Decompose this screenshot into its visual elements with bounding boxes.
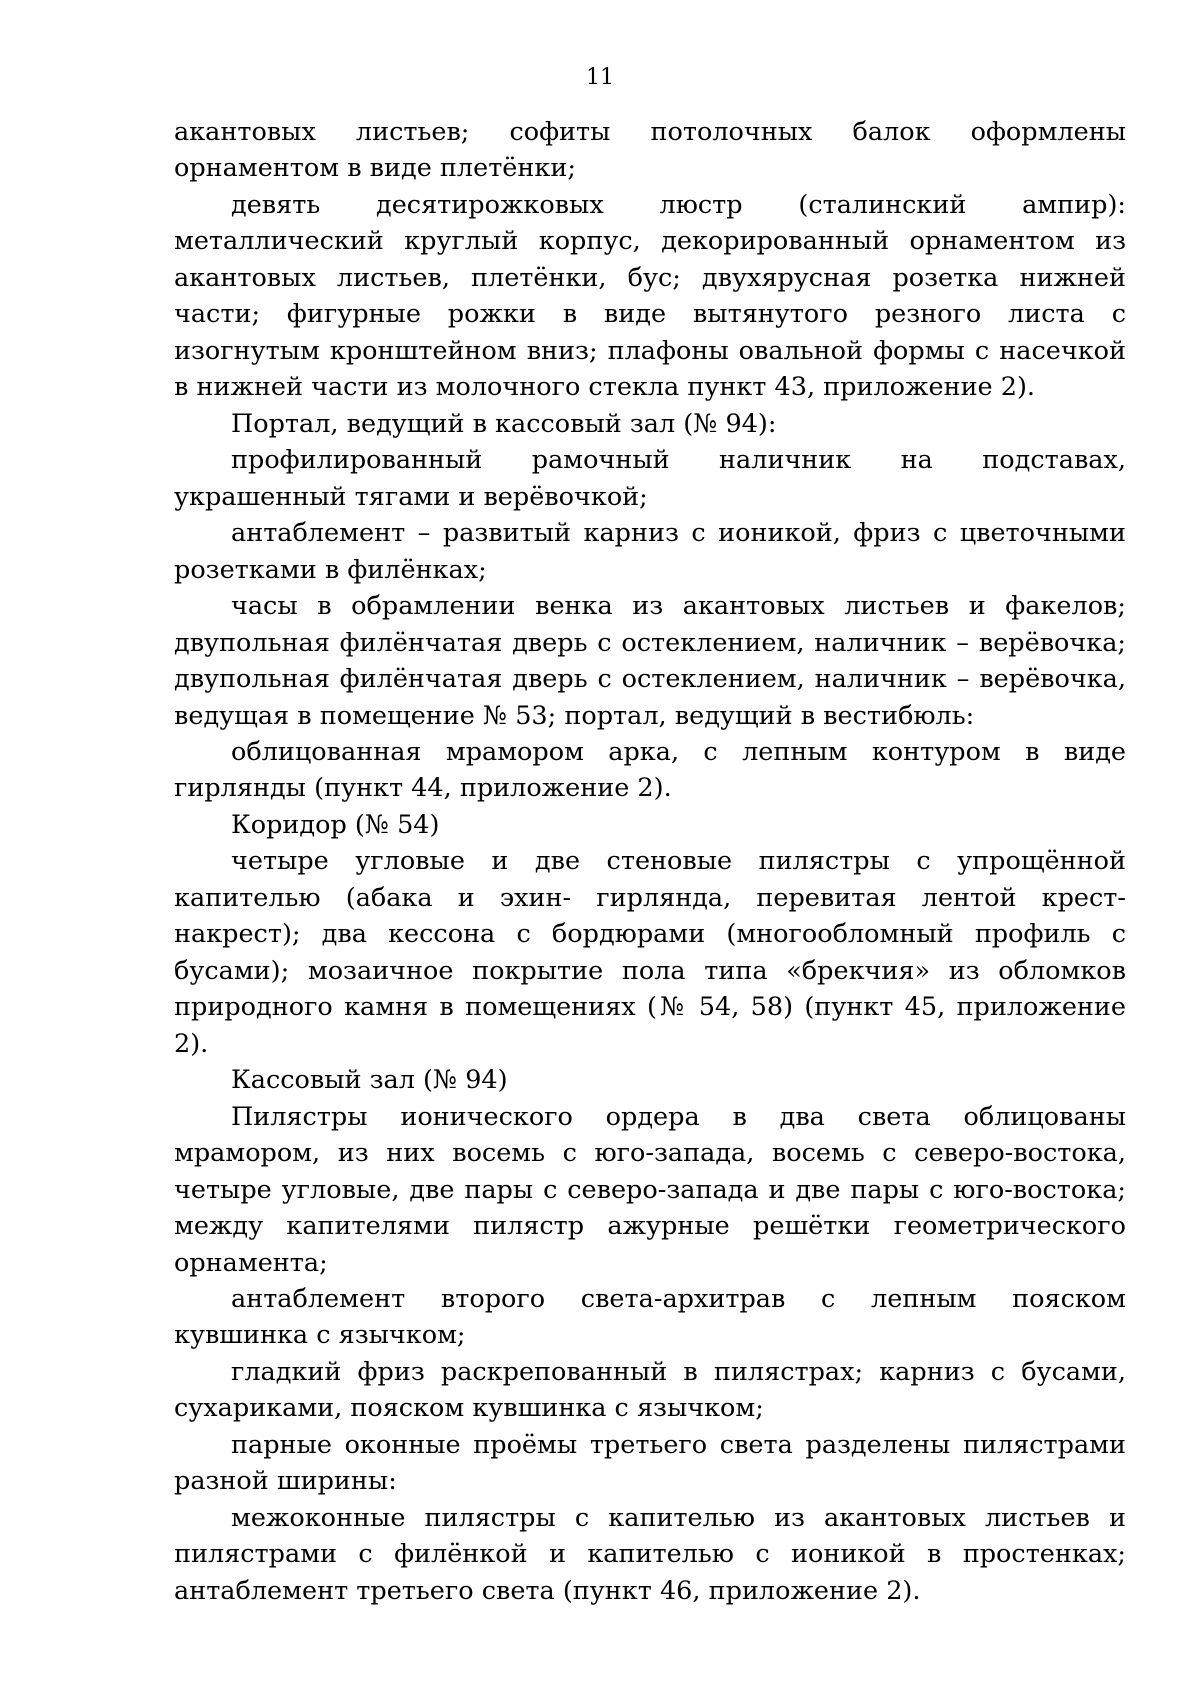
paragraph: Портал, ведущий в кассовый зал (№ 94):: [231, 408, 777, 439]
paragraph: акантовых листьев; софиты потолочных балок оформлены орнаментом в виде плетёнки;: [174, 117, 1126, 184]
page-number: 11: [586, 65, 614, 90]
paragraph: Пилястры ионического ордера в два света облицованы мрамором, из них восемь с юго-запада, восемь с северо-востока, четыре угловые, две пары с северо-запада и две пары с юго-востока; между капителями пилястр ажурные решётки геометрического орнамента;: [174, 1101, 1126, 1278]
paragraph: межоконные пилястры с капителью из акантовых листьев и пилястрами с филёнкой и капителью с ионикой в простенках; антаблемент третьего света (пункт 46, приложение 2).: [174, 1502, 1126, 1606]
document-body: [174, 114, 1126, 1609]
paragraph: Кассовый зал (№ 94): [231, 1065, 508, 1096]
paragraph: четыре угловые и две стеновые пилястры с упрощённой капителью (абака и эхин- гирлянда, перевитая лентой крест-накрест); два кессона с бордюрами (многообломный профиль с бусами); мозаичное покрытие пола типа «брекчия» из обломков природного камня в помещениях (№ 54, 58) (пункт 45, приложение 2).: [174, 846, 1126, 1059]
paragraph: антаблемент – развитый карниз с ионикой, фриз с цветочными розетками в филёнках;: [174, 518, 1126, 585]
paragraph: гладкий фриз раскрепованный в пилястрах; карниз с бусами, сухариками, пояском кувшинка с язычком;: [174, 1356, 1126, 1424]
paragraph: профилированный рамочный наличник на подставах, украшенный тягами и верёвочкой;: [174, 445, 1126, 512]
paragraph: часы в обрамлении венка из акантовых листьев и факелов; двупольная филёнчатая дверь с остеклением, наличник – верёвочка; двупольная филёнчатая дверь с остеклением, наличник – верёвочка, ведущая в помещение № 53; портал, ведущий в вестибюль:: [174, 591, 1126, 731]
paragraph: девять десятирожковых люстр (сталинский ампир): металлический круглый корпус, декорированный орнаментом из акантовых листьев, плетёнки, бус; двухярусная розетка нижней части; фигурные рожки в виде вытянутого резного листа с изогнутым кронштейном вниз; плафоны овальной формы с насечкой в нижней части из молочного стекла пункт 43, приложение 2).: [174, 189, 1126, 403]
paragraph: Коридор (№ 54): [231, 809, 440, 840]
paragraph: облицованная мрамором арка, с лепным контуром в виде гирлянды (пункт 44, приложение 2).: [174, 736, 1126, 804]
paragraph: парные оконные проёмы третьего света разделены пилястрами разной ширины:: [174, 1429, 1126, 1497]
paragraph: антаблемент второго света-архитрав с лепным пояском кувшинка с язычком;: [174, 1284, 1126, 1351]
